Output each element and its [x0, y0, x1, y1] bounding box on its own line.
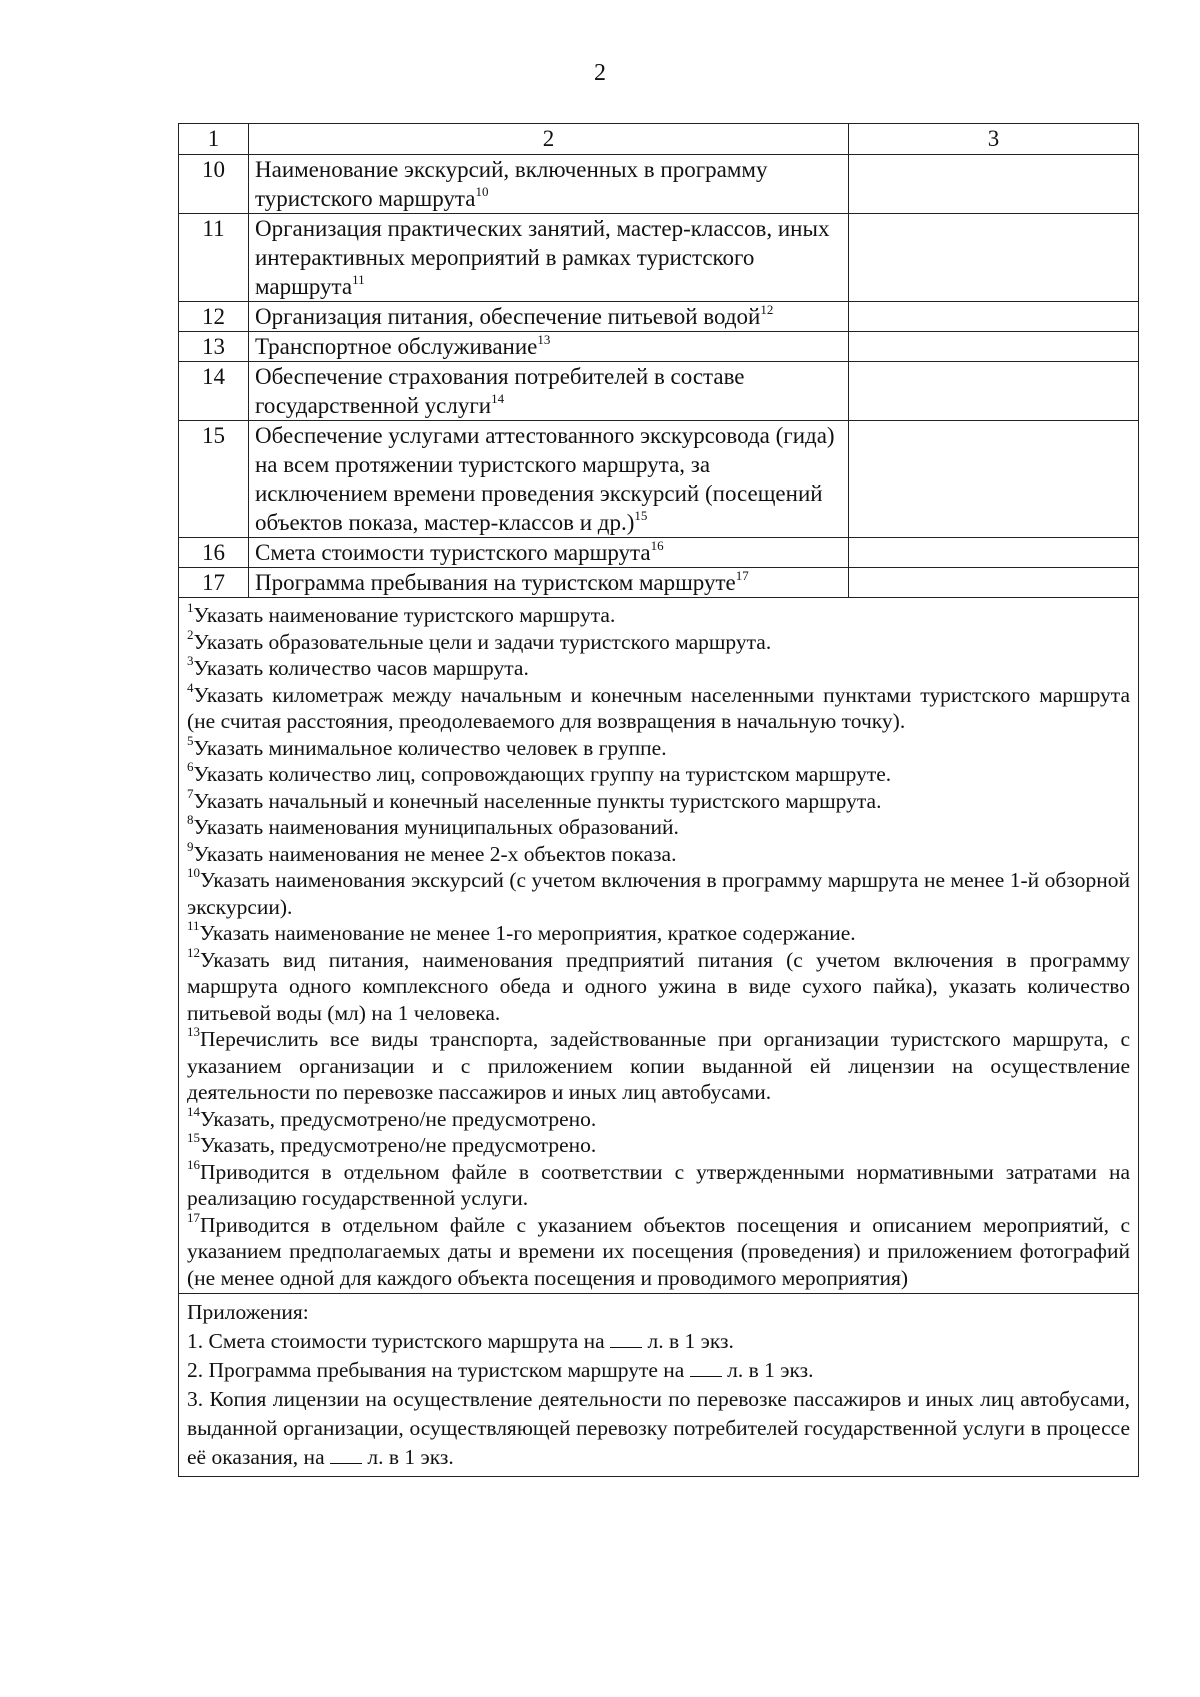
- footnote: $^{11}$Указать наименование не менее 1-го мероприятия, краткое содержание.: [187, 918, 856, 945]
- row-number: 12: [179, 302, 249, 332]
- row-value-cell[interactable]: [849, 538, 1139, 568]
- table-row: [179, 332, 1139, 362]
- row-number: 16: [179, 538, 249, 568]
- footnote: $^{12}$Указать вид питания, наименования предприятий питания (с учетом включения в программу маршрута одного комплексного обеда и одного ужина в виде сухого пайка), указать количество питьевой воды (мл) на 1 человека.: [187, 944, 1130, 1025]
- sheets-count-blank[interactable]: [690, 1358, 722, 1377]
- row-text: Транспортное обслуживание$^{13}$: [249, 332, 849, 362]
- row-text: Организация питания, обеспечение питьевой водой$^{12}$: [249, 302, 849, 332]
- appendix-cell: [179, 1294, 1139, 1477]
- appendix-row: [179, 1294, 1139, 1477]
- appendix-item: 3. Копия лицензии на осуществление деятельности по перевозке пассажиров и иных лиц автобусами, выданной организации, осуществляющей перевозку потребителей государственной услуги в процессе её оказания, на л. в 1 экз.: [187, 1387, 1130, 1469]
- appendix-item: 2. Программа пребывания на туристском маршруте на л. в 1 экз.: [187, 1358, 814, 1382]
- table-row: [179, 214, 1139, 302]
- row-text: Смета стоимости туристского маршрута$^{16}$: [249, 538, 849, 568]
- row-number: 10: [179, 155, 249, 214]
- sheets-count-blank[interactable]: [610, 1329, 642, 1348]
- row-value-cell[interactable]: [849, 568, 1139, 598]
- row-value-cell[interactable]: [849, 302, 1139, 332]
- footnote-ref: 16: [650, 538, 664, 553]
- row-value-cell[interactable]: [849, 155, 1139, 214]
- footnote: $^2$Указать образовательные цели и задачи туристского маршрута.: [187, 626, 772, 654]
- table-row: [179, 155, 1139, 214]
- page-number: 2: [594, 60, 606, 86]
- row-value-cell[interactable]: [849, 421, 1139, 538]
- appendix-title: Приложения:: [187, 1300, 309, 1324]
- row-text: Организация практических занятий, мастер-классов, иных интерактивных мероприятий в рамках туристского маршрута$^{11}$: [249, 214, 849, 302]
- footnote: $^6$Указать количество лиц, сопровождающих группу на туристском маршруте.: [187, 759, 892, 786]
- sheets-count-blank[interactable]: [330, 1445, 362, 1464]
- row-text: Наименование экскурсий, включенных в программу туристского маршрута$^{10}$: [249, 155, 849, 214]
- row-number: 11: [179, 214, 249, 302]
- footnote-ref: 13: [537, 332, 551, 347]
- table-row: [179, 538, 1139, 568]
- footnote: $^{14}$Указать, предусмотрено/не предусмотрено.: [187, 1103, 597, 1131]
- row-value-cell[interactable]: [849, 214, 1139, 302]
- table-row: [179, 568, 1139, 598]
- row-value-cell[interactable]: [849, 362, 1139, 421]
- footnote: $^9$Указать наименования не менее 2-х объектов показа.: [187, 838, 677, 866]
- table-header-row: [179, 124, 1139, 155]
- footnote: $^3$Указать количество часов маршрута.: [187, 653, 529, 680]
- footnote: $^{17}$Приводится в отдельном файле с указанием объектов посещения и описанием мероприятий, с указанием предполагаемых даты и времени их посещения (проведения) и приложением фотографий (не менее одной для каждого объекта посещения и проводимого мероприятия): [187, 1209, 1130, 1290]
- row-text: Обеспечение страхования потребителей в составе государственной услуги$^{14}$: [249, 362, 849, 421]
- row-text: Обеспечение услугами аттестованного экскурсовода (гида) на всем протяжении туристского маршрута, за исключением времени проведения экскурсий (посещений объектов показа, мастер-классов и др.)$^{15}$: [249, 421, 849, 538]
- footnotes-cell: [179, 598, 1139, 1294]
- footnotes-row: [179, 598, 1139, 1294]
- appendix-item: 1. Смета стоимости туристского маршрута на л. в 1 экз.: [187, 1329, 734, 1353]
- footnote: $^{13}$Перечислить все виды транспорта, задействованные при организации туристского маршрута, с указанием организации и с приложением копии выданной ей лицензии на осуществление деятельности по перевозке пассажиров и иных лиц автобусами.: [187, 1024, 1130, 1104]
- services-table: [178, 123, 1139, 1477]
- header-col-2: 2: [249, 124, 849, 155]
- footnote: $^1$Указать наименование туристского маршрута.: [187, 600, 616, 627]
- table-row: [179, 421, 1139, 538]
- table-row: [179, 302, 1139, 332]
- footnote-ref: 11: [352, 272, 365, 287]
- row-text: Программа пребывания на туристском маршруте$^{17}$: [249, 568, 849, 598]
- row-number: 17: [179, 568, 249, 598]
- header-col-3: 3: [849, 124, 1139, 155]
- footnote: $^{16}$Приводится в отдельном файле в соответствии с утвержденными нормативными затратами на реализацию государственной услуги.: [187, 1156, 1130, 1210]
- footnote: $^7$Указать начальный и конечный населенные пункты туристского маршрута.: [187, 785, 882, 813]
- row-value-cell[interactable]: [849, 332, 1139, 362]
- table-row: [179, 362, 1139, 421]
- footnote: $^5$Указать минимальное количество человек в группе.: [187, 732, 667, 760]
- footnote: $^8$Указать наименования муниципальных образований.: [187, 812, 679, 839]
- footnote: $^4$Указать километраж между начальным и конечным населенными пунктами туристского маршрута (не считая расстояния, преодолеваемого для возвращения в начальную точку).: [187, 679, 1130, 733]
- footnote-ref: 10: [475, 184, 489, 199]
- footnote-ref: 15: [634, 508, 648, 523]
- footnote-ref: 12: [760, 302, 774, 317]
- footnote: $^{15}$Указать, предусмотрено/не предусмотрено.: [187, 1130, 597, 1157]
- footnote-ref: 14: [491, 391, 505, 406]
- footnote: $^{10}$Указать наименования экскурсий (с учетом включения в программу маршрута не менее 1-й обзорной экскурсии).: [187, 865, 1130, 919]
- footnote-ref: 17: [735, 568, 749, 583]
- row-number: 15: [179, 421, 249, 538]
- row-number: 13: [179, 332, 249, 362]
- row-number: 14: [179, 362, 249, 421]
- header-col-1: 1: [179, 124, 249, 155]
